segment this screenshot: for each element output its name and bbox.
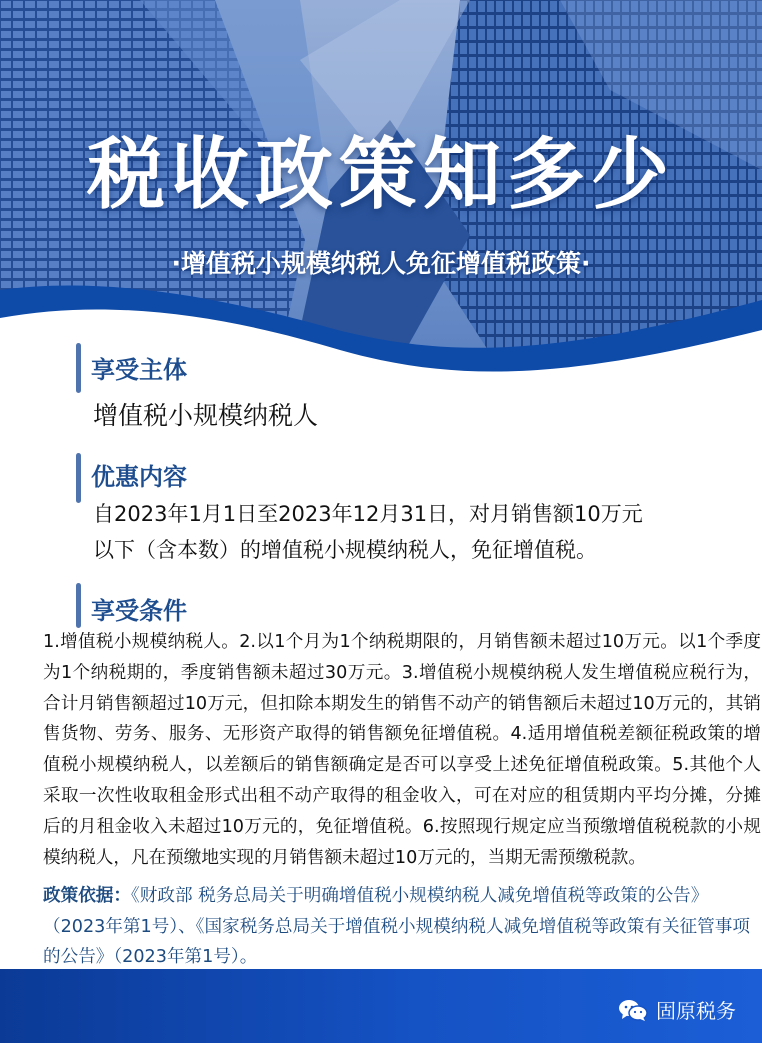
section-body-beneficiary: 增值税小规模纳税人 [93, 401, 319, 430]
section-heading-beneficiary: 享受主体 [91, 356, 187, 384]
policy-basis-text: 《财政部 税务总局关于明确增值税小规模纳税人减免增值税等政策的公告》（2023年第1号）、《国家税务总局关于增值税小规模纳税人减免增值税等政策有关征管事项的公告》（2023年第1号）。 [43, 886, 750, 967]
section-bar [76, 453, 81, 503]
brand-name: 固原税务 [656, 999, 736, 1023]
footer-bar [0, 969, 762, 1043]
policy-basis-label: 政策依据： [43, 886, 131, 906]
poster-title: 税收政策知多少 [86, 130, 675, 220]
poster-subtitle: ·增值税小规模纳税人免征增值税政策· [171, 249, 591, 278]
brand-watermark [618, 995, 736, 1024]
section-bar [76, 343, 81, 393]
section-body-benefit [93, 496, 733, 568]
section-bar [76, 583, 81, 628]
conditions-text: 1.增值税小规模纳税人。2.以1个月为1个纳税期限的，月销售额未超过10万元。以1个季度为1个纳税期的，季度销售额未超过30万元。3.增值税小规模纳税人发生增值税应税行为，合计月销售额超过10万元，但扣除本期发生的销售不动产的销售额后未超过10万元的，其销售货物、劳务、服务、无形资产取得的销售额免征增值税。4.适用增值税差额征税政策的增值税小规模纳税人，以差额后的销售额确定是否可以享受上述免征增值税政策。5.其他个人采取一次性收取租金形式出租不动产取得的租金收入，可在对应的租赁期内平均分摊，分摊后的月租金收入未超过10万元的，免征增值税。6.按照现行规定应当预缴增值税税款的小规模纳税人，凡在预缴地实现的月销售额未超过10万元的，当期无需预缴税款。 [43, 632, 761, 868]
benefit-line: 以下（含本数）的增值税小规模纳税人，免征增值税。 [93, 538, 597, 562]
policy-basis [43, 881, 761, 973]
section-heading-conditions: 享受条件 [91, 597, 187, 625]
wechat-icon [618, 998, 648, 1022]
benefit-line: 自2023年1月1日至2023年12月31日，对月销售额10万元 [93, 502, 643, 526]
hero-banner [0, 0, 762, 400]
section-heading-benefit: 优惠内容 [91, 463, 187, 491]
